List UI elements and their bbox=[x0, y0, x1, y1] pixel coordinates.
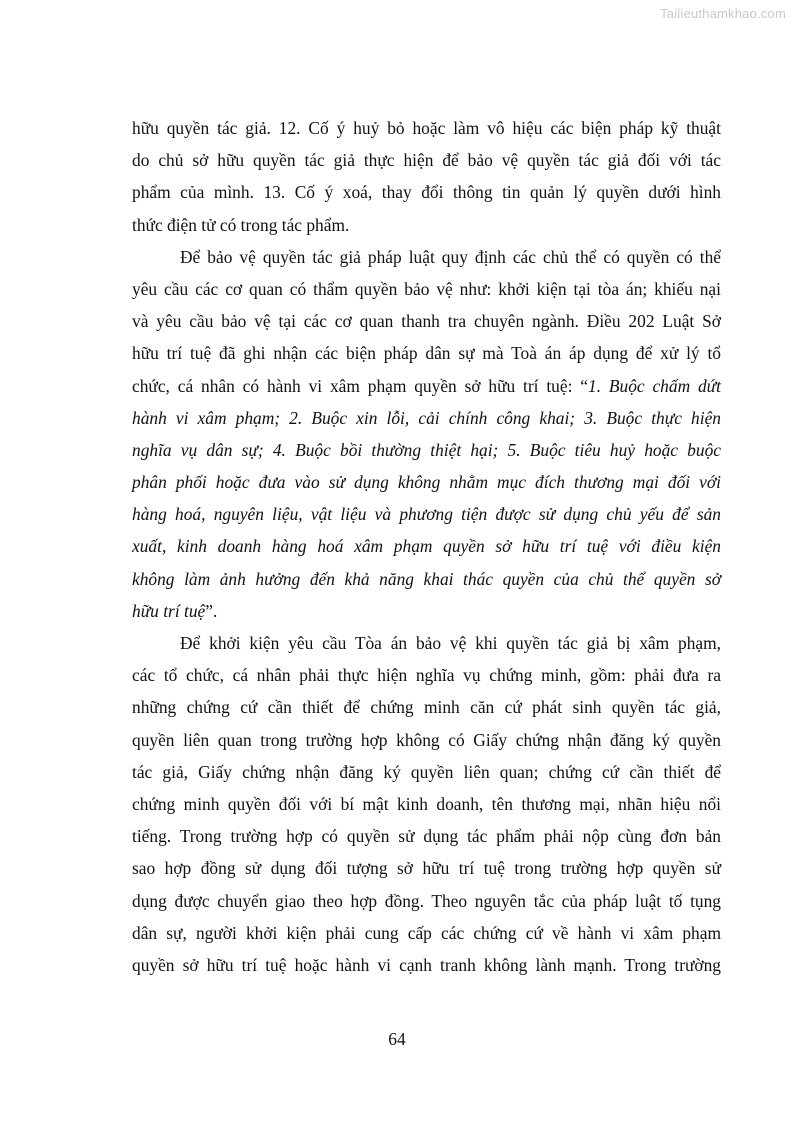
text-segment: tác giả, Giấy chứng nhận đăng ký quyền liên quan; chứng cứ cần thiết để bbox=[132, 761, 721, 782]
text-line bbox=[132, 530, 721, 562]
text-line bbox=[132, 788, 721, 820]
text-line bbox=[132, 627, 721, 659]
text-line bbox=[132, 337, 721, 369]
text-line bbox=[132, 176, 721, 208]
text-line bbox=[132, 498, 721, 530]
italic-text-segment: hữu trí tuệ bbox=[132, 600, 206, 621]
italic-text-segment: hàng hoá, nguyên liệu, vật liệu và phương tiện được sử dụng chủ yếu để sản bbox=[132, 504, 721, 525]
text-line bbox=[132, 820, 721, 852]
text-line bbox=[132, 434, 721, 466]
text-line bbox=[132, 949, 721, 981]
text-segment: và yêu cầu bảo vệ tại các cơ quan thanh tra chuyên ngành. Điều 202 Luật Sở bbox=[132, 311, 721, 332]
text-segment: các tổ chức, cá nhân phải thực hiện nghĩa vụ chứng minh, gồm: phải đưa ra bbox=[132, 665, 721, 686]
italic-text-segment: phân phối hoặc đưa vào sử dụng không nhằm mục đích thương mại đối với bbox=[132, 472, 721, 493]
text-line bbox=[132, 402, 721, 434]
text-line bbox=[132, 466, 721, 498]
text-line bbox=[132, 756, 721, 788]
text-line bbox=[132, 370, 721, 402]
document-body bbox=[132, 112, 721, 981]
text-segment: chức, cá nhân có hành vi xâm phạm quyền sở hữu trí tuệ: “ bbox=[132, 375, 588, 396]
text-segment: quyền liên quan trong trường hợp không có Giấy chứng nhận đăng ký quyền bbox=[132, 729, 721, 750]
italic-text-segment: 1. Buộc chấm dứt bbox=[588, 375, 721, 396]
text-segment: do chủ sở hữu quyền tác giả thực hiện để bảo vệ quyền tác giả đối với tác bbox=[132, 150, 721, 171]
italic-text-segment: không làm ảnh hưởng đến khả năng khai thác quyền của chủ thể quyền sở bbox=[132, 568, 721, 589]
text-line bbox=[132, 273, 721, 305]
italic-text-segment: xuất, kinh doanh hàng hoá xâm phạm quyền sở hữu trí tuệ với điều kiện bbox=[132, 536, 721, 557]
text-line bbox=[132, 724, 721, 756]
text-line bbox=[132, 852, 721, 884]
text-line bbox=[132, 691, 721, 723]
watermark: Tailieuthamkhao.com bbox=[660, 6, 786, 21]
page-number: 64 bbox=[388, 1029, 406, 1049]
text-line bbox=[132, 917, 721, 949]
text-segment: chứng minh quyền đối với bí mật kinh doanh, tên thương mại, nhãn hiệu nổi bbox=[132, 793, 721, 814]
text-line bbox=[132, 144, 721, 176]
text-segment: tiếng. Trong trường hợp có quyền sử dụng tác phẩm phải nộp cùng đơn bản bbox=[132, 826, 721, 847]
text-segment: Để bảo vệ quyền tác giả pháp luật quy định các chủ thể có quyền có thể bbox=[180, 246, 721, 267]
text-line bbox=[132, 241, 721, 273]
italic-text-segment: nghĩa vụ dân sự; 4. Buộc bồi thường thiệt hại; 5. Buộc tiêu huỷ hoặc buộc bbox=[132, 439, 721, 460]
text-segment: những chứng cứ cần thiết để chứng minh căn cứ phát sinh quyền tác giả, bbox=[132, 697, 721, 718]
text-segment: dân sự, người khởi kiện phải cung cấp các chứng cứ về hành vi xâm phạm bbox=[132, 922, 721, 943]
text-line bbox=[132, 305, 721, 337]
text-segment: quyền sở hữu trí tuệ hoặc hành vi cạnh tranh không lành mạnh. Trong trường bbox=[132, 954, 721, 975]
text-segment: hữu trí tuệ đã ghi nhận các biện pháp dân sự mà Toà án áp dụng để xử lý tổ bbox=[132, 343, 721, 364]
text-segment: Để khởi kiện yêu cầu Tòa án bảo vệ khi quyền tác giả bị xâm phạm, bbox=[180, 633, 721, 653]
italic-text-segment: hành vi xâm phạm; 2. Buộc xin lỗi, cải chính công khai; 3. Buộc thực hiện bbox=[132, 407, 721, 428]
text-segment: hữu quyền tác giả. 12. Cố ý huỷ bỏ hoặc làm vô hiệu các biện pháp kỹ thuật bbox=[132, 118, 721, 138]
text-segment: dụng được chuyển giao theo hợp đồng. Theo nguyên tắc của pháp luật tố tụng bbox=[132, 890, 721, 911]
text-line bbox=[132, 563, 721, 595]
text-segment: sao hợp đồng sử dụng đối tượng sở hữu trí tuệ trong trường hợp quyền sử bbox=[132, 858, 721, 879]
text-line bbox=[132, 595, 721, 627]
text-segment: thức điện tử có trong tác phẩm. bbox=[132, 214, 350, 235]
text-line bbox=[132, 885, 721, 917]
text-line bbox=[132, 112, 721, 144]
text-segment: ”. bbox=[205, 600, 218, 621]
text-line bbox=[132, 209, 721, 241]
text-segment: yêu cầu các cơ quan có thẩm quyền bảo vệ như: khởi kiện tại tòa án; khiếu nại bbox=[132, 278, 721, 299]
text-segment: phẩm của mình. 13. Cố ý xoá, thay đổi thông tin quản lý quyền dưới hình bbox=[132, 182, 721, 203]
text-line bbox=[132, 659, 721, 691]
